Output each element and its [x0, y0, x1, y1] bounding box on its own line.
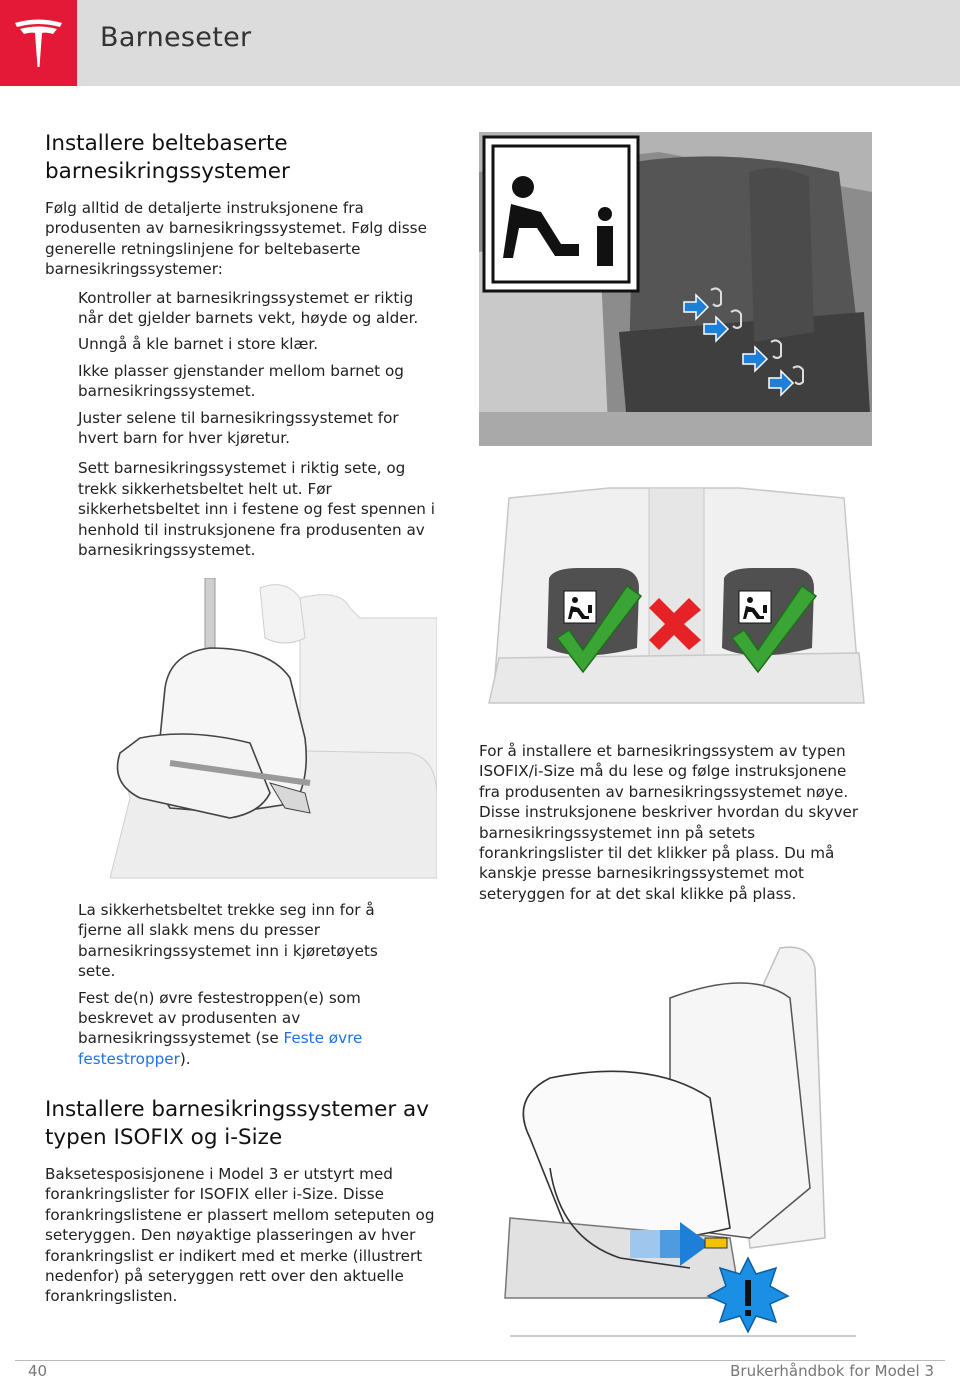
guideline-item: Kontroller at barnesikringssystemet er riktig når det gjelder barnets vekt, høyde og alder.: [78, 288, 419, 328]
step-3: [78, 988, 413, 1070]
left-steps-lower: [78, 900, 413, 1069]
tether-link[interactable]: Feste øvre festestropper: [78, 1029, 363, 1068]
page-header: [0, 0, 960, 86]
page-title: Barneseter: [100, 22, 252, 53]
tesla-logo: [0, 0, 77, 86]
rear-seat-photo: [479, 132, 872, 446]
belt-seat-illustration: [110, 578, 437, 892]
step-3-text: Fest de(n) øvre festestroppen(e) som beskrevet av produsenten av barnesikringssystemet (se: [78, 988, 361, 1048]
section-heading-belt: Installere beltebaserte barnesikringssystemer: [45, 131, 290, 184]
left-column: [45, 130, 437, 561]
warning-icon: [708, 1258, 788, 1332]
isofix-paragraph: Baksetesposisjonene i Model 3 er utstyrt med forankringslister for ISOFIX eller i-Size. Disse forankringslistene er plassert mellom seteputen og seteryggen. Den nøyaktige plasseringen av hver forankringslist er indikert med et merke (illustrert nedenfor) på seteryggen rett over den aktuelle forankringslisten.: [45, 1165, 435, 1306]
right-text-block: [479, 741, 871, 904]
rear-seat-positions-illustration: [479, 458, 872, 720]
page-number: 40: [28, 1362, 48, 1380]
footer-title: Brukerhåndbok for Model 3: [730, 1362, 934, 1380]
intro-paragraph: Følg alltid de detaljerte instruksjonene fra produsenten av barnesikringssystemet. Følg disse generelle retningslinjene for beltebaserte barnesikringssystemer:: [45, 199, 427, 279]
guideline-list: [78, 288, 437, 561]
step-3-end: ).: [179, 1049, 191, 1068]
step-2: La sikkerhetsbeltet trekke seg inn for å fjerne all slakk mens du presser barnesikringssystemet inn i kjøretøyets sete.: [78, 901, 378, 981]
guideline-item: Juster selene til barnesikringssystemet for hvert barn for hver kjøretur.: [78, 408, 399, 448]
footer-divider: [15, 1360, 945, 1361]
step-1: Sett barnesikringssystemet i riktig sete, og trekk sikkerhetsbeltet helt ut. Før sikkerhetsbeltet inn i festene og fest spennen i henhold til instruksjonene fra produsenten av barnesikringssystemet.: [78, 459, 435, 560]
guideline-item: Unngå å kle barnet i store klær.: [78, 335, 319, 354]
guideline-item: Ikke plasser gjenstander mellom barnet og barnesikringssystemet.: [78, 361, 404, 401]
isofix-latch-illustration: [490, 938, 870, 1338]
isofix-instructions: For å installere et barnesikringssystem av typen ISOFIX/i-Size må du lese og følge instruksjonene fra produsenten av barnesikringssystemet nøye. Disse instruksjonene beskriver hvordan du skyver barnesikringssystemet inn på setets forankringslister til det klikker på plass. Du må kanskje presse barnesikringssystemet mot seteryggen for at det skal klikke på plass.: [479, 742, 859, 903]
section-heading-isofix: Installere barnesikringssystemer av typen ISOFIX og i-Size: [45, 1097, 429, 1150]
isofix-section: [45, 1096, 437, 1307]
